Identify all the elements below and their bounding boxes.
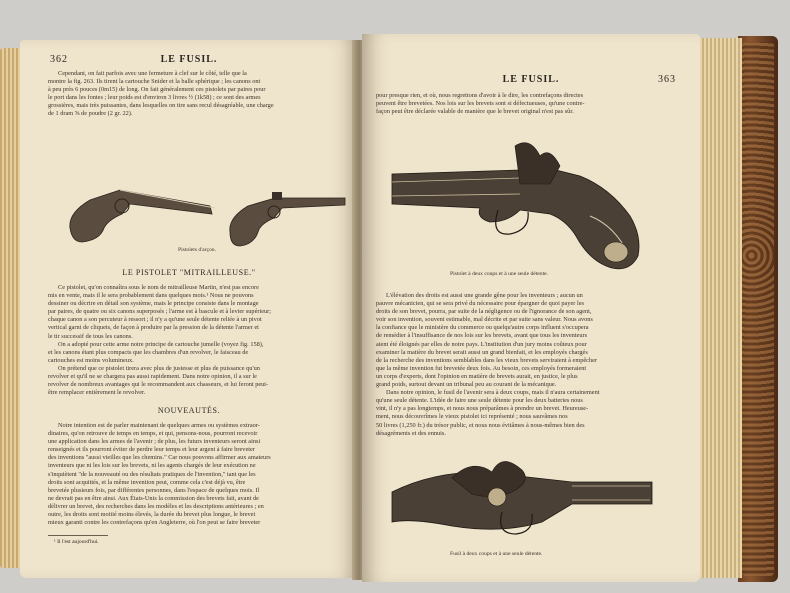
text-line: On prétend que ce pistolet tirera avec plus de justesse et plus de puissance qu'un: [58, 364, 260, 372]
text-line: droits sont acquittés, et la même invention peut, comme cela c'est déjà vu, être: [48, 478, 246, 486]
right-page-number: 363: [658, 74, 676, 85]
section1-body: [48, 284, 348, 397]
holster-pistols-illustration: [60, 168, 358, 248]
text-line: droits de son brevet, pourra, par suite de la négligence ou de l'ignorance de son agent,: [376, 308, 592, 316]
section-title-pistolet-mitrailleuse: LE PISTOLET "MITRAILLEUSE.": [122, 268, 256, 277]
right-page-edges: [698, 38, 742, 578]
text-line: de remédier à l'insuffisance de nos lois sur les brevets, avant que tous les inventeurs: [376, 332, 588, 340]
left-running-title: LE FUSIL.: [160, 54, 218, 65]
footnote-rule: [48, 535, 108, 536]
double-barrel-gun-lock-illustration: [392, 442, 652, 542]
text-line: un corps d'experts, dont l'opinion en matière de brevets aurait, en justice, le plus: [376, 372, 578, 380]
text-line: des inventions "aussi vieilles que les chemins." Car nous pouvons affirmer aux amateurs: [48, 454, 271, 462]
open-book: [0, 18, 790, 578]
text-line: inventeurs que ni les lois sur les brevets, ni les agents chargés de leur exécution ne: [48, 462, 256, 470]
text-line: aient été éloignés par elles de notre pays. L'institution d'un jury moins coûteux pour: [376, 340, 587, 348]
left-intro-paragraph: [48, 70, 348, 119]
text-line: 50 livres (1,250 fr.) du trésor public, et nous nous évitâmes à nous-mêmes bien des: [376, 421, 585, 429]
text-line: dinaires, qu'on retrouve de temps en temps, et qui, pensons-nous, pourront recevoir: [48, 430, 258, 438]
text-line: Notre intention est de parler maintenant de quelques armes ou systèmes extraor-: [58, 422, 260, 429]
text-line: pauvre mécanicien, qui se sera privé du nécessaire pour épargner de quoi payer les: [376, 300, 584, 308]
text-line: outre, les droits sont moitié moins élevés, la durée du brevet plus longue, le brevet: [48, 511, 256, 519]
text-line: chaque canon a son percuteur à ressort ; il n'y a qu'une seule détente reliée à un pivot: [48, 316, 262, 324]
text-line: L'élévation des droits est aussi une grande gêne pour les inventeurs ; aucun un: [386, 292, 583, 299]
book-cover-spine: [738, 36, 778, 582]
text-line: Cependant, on fait parfois avec une fermeture à clef sur le côté, telle que la: [58, 70, 247, 77]
figure-caption: Pistolets d'arçon.: [178, 247, 216, 253]
text-line: Ce pistolet, qu'on connaîtra sous le nom de mitrailleuse Martin, n'est pas encore: [58, 284, 259, 291]
pistol-right-drawing: [230, 192, 345, 246]
text-line: de 1 dram ⅝ de poudre (2 gr. 22).: [48, 110, 133, 118]
text-line: peuvent être brevetées. Nos lois sur les brevets sont si défectueuses, qu'une contre-: [376, 100, 585, 108]
text-line: montre la fig. 263. Ils tirent la cartouche Snider et la balle sphérique ; les canons ont: [48, 78, 261, 86]
text-line: la confiance que le ministère du commerce ou quelqu'autre corps influent s'occupera: [376, 324, 589, 332]
text-line: pour presque rien, et où, nous regrettons d'avoir à le dire, les contrefaçons directes: [376, 92, 584, 99]
text-line: par paires, de quatre ou six canons superposés ; l'arme est à bascule et à levier supérieur;: [48, 308, 272, 316]
left-page: [20, 40, 358, 578]
figure1-caption: Pistolet à deux coups et à une seule détente.: [450, 271, 549, 277]
right-page: [362, 34, 700, 582]
pistol-left-drawing: [70, 190, 215, 242]
text-line: grand poids, surtout devant un tribunal peu au courant de la mécanique.: [376, 381, 557, 389]
text-line: revolver et qu'il ne se chargera pas aussi rapidement. Dans notre opinion, il a sur le: [48, 373, 257, 381]
text-line: et les canons étant plus compacts que les chambres d'un revolver, le faisceau de: [48, 348, 249, 356]
text-line: façon peut être déclarée valable de manière que le brevet original n'est pas sûr.: [376, 108, 574, 116]
text-line: ne devrait pas en être ainsi. Aux États-Unis la commission des brevets fait, avant de: [48, 494, 259, 502]
double-barrel-pistol-illustration: [390, 126, 690, 276]
text-line: à peu près 6 pouces (0m15) de long. On fait généralement ces pistolets par paires pour: [48, 86, 266, 94]
text-line: que la même invention fut brevetée deux fois. Au besoin, ces employés formeraient: [376, 364, 587, 372]
text-line: de la recherche des inventions semblables dans les vieux brevets serviraient à empêcher: [376, 356, 598, 364]
text-line: Dans notre opinion, le fusil de l'avenir sera à deux coups, mais il n'aura certainement: [386, 389, 600, 397]
text-line: une application dans les armes de l'avenir ; de plus, les futurs inventeurs seront ainsi: [48, 438, 261, 446]
text-line: cartouches est moins volumineux.: [48, 356, 134, 364]
text-line: revolver de nombreux avantages qui le recommandent aux chasseurs, et lui feront peut-: [48, 381, 269, 389]
text-line: vint, il n'y a pas longtemps, et nous nous préparâmes à prendre un brevet. Heureuse-: [376, 405, 589, 413]
text-line: le tir successif de tous les canons.: [48, 332, 133, 340]
text-line: être remplacer entièrement le revolver.: [48, 389, 146, 397]
right-running-title: LE FUSIL.: [502, 74, 560, 85]
section-title-nouveautes: NOUVEAUTÉS.: [157, 406, 221, 415]
text-line: vertical garni de cliquets, de façon à produire par la pression de la détente l'armer et: [48, 324, 259, 332]
text-line: mieux garanti contre les contrefaçons qu'en Angleterre, où l'on peut se faire breveter: [48, 519, 261, 527]
text-line: On a adopté pour cette arme notre principe de cartouche jumelle (voyez fig. 158),: [58, 340, 264, 348]
text-line: brevetée plusieurs fois, par différentes personnes, dans l'espace de quelques mois. Il: [48, 486, 260, 494]
right-body: [376, 292, 676, 438]
text-line: s'inquiètent "de la nouveauté ou des résultats pratiques de l'invention," tant que les: [48, 470, 256, 478]
section2-body: [48, 422, 348, 527]
text-line: mis en vente, mais il le sera probablement dans quelques mois.¹ Nous ne pouvons: [48, 292, 254, 300]
text-line: ment, nous découvrîmes le vieux pistolet ici représenté ; nous sauvâmes nos: [376, 413, 568, 421]
text-line: renseignés et ils pourront éviter de perdre leur temps et leur argent à faire breveter: [48, 446, 255, 454]
text-line: voir son invention, souvent estimable, mal décrite et par suite sans valeur. Nous avons: [376, 316, 593, 324]
text-line: désagréments et des ennuis.: [376, 429, 446, 437]
left-page-number: 362: [50, 54, 68, 65]
text-line: qu'une seule détente. L'idée de faire une seule détente pour les deux batteries nous: [376, 397, 583, 405]
right-intro-paragraph: [376, 92, 676, 116]
text-line: dessiner ou décrire en détail son système, mais le principe consiste dans le montage: [48, 300, 259, 308]
text-line: grossières, mais très puissantes, dans lesquelles on tire sans recul désagréable, une charge: [48, 102, 274, 110]
text-line: le port dans les fontes ; leur poids est d'environ 3 livres ½ (1k58) ; ce sont des armes: [48, 94, 261, 102]
left-page-edges: [0, 48, 22, 568]
text-line: délivrer un brevet, des recherches dans les modèles et les descriptions antérieures ; en: [48, 502, 264, 510]
text-line: examiner la matière du brevet serait aussi un grand bienfait, et les employés chargés: [376, 348, 588, 356]
footnote: ¹ Il l'est aujourd'hui.: [54, 539, 99, 545]
figure2-caption: Fusil à deux coups et à une seule détente.: [450, 551, 543, 557]
